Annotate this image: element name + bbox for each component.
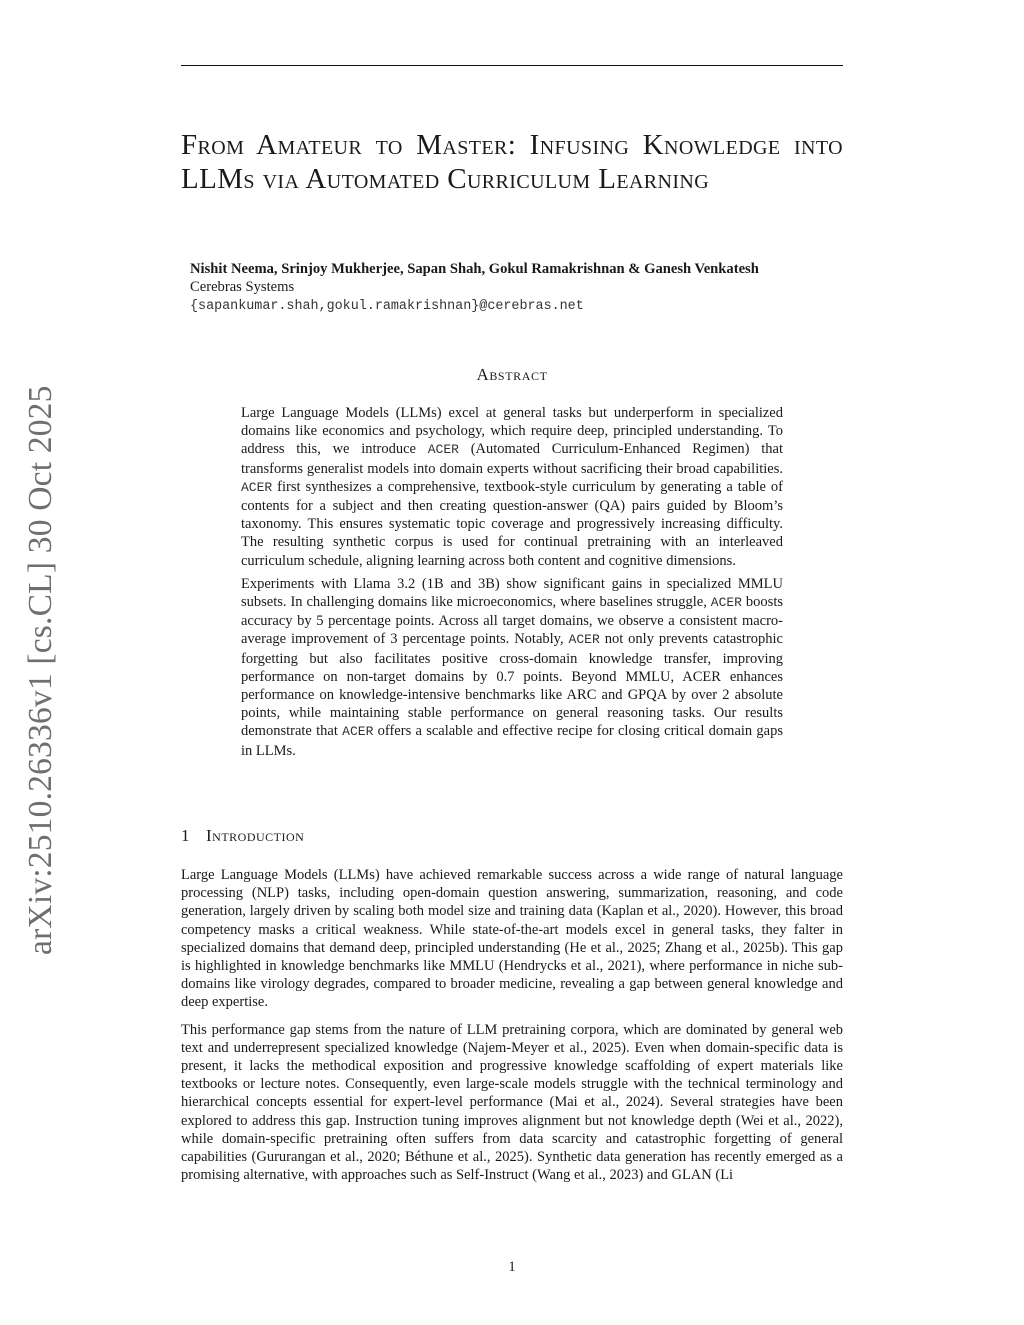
arxiv-sidebar-stamp: arXiv:2510.26336v1 [cs.CL] 30 Oct 2025 (22, 385, 59, 955)
intro-paragraph-2: This performance gap stems from the nature of LLM pretraining corpora, which are dominated by general web text and underrepresent specialized knowledge (Najem-Meyer et al., 2025). Even when domain-specific data is present, it lacks the methodical exposition and progressive knowledge scaffolding of expert materials like textbooks or lecture notes. Consequently, even large-scale models struggle with the technical terminology and hierarchical concepts essential for expert-level performance (Mai et al., 2024). Several strategies have been explored to address this gap. Instruction tuning improves alignment but not knowledge depth (Wei et al., 2022), while domain-specific pretraining often suffers from data scarcity and catastrophic forgetting of general capabilities (Gururangan et al., 2020; Béthune et al., 2025). Synthetic data generation has recently emerged as a promising alternative, with approaches such as Self-Instruct (Wang et al., 2023) and GLAN (Li (181, 1021, 843, 1184)
text-run: Experiments with Llama 3.2 (1B and 3B) show significant gains in specialized MMLU subsets. In challenging domains like microeconomics, where baselines struggle, (241, 575, 783, 611)
intro-paragraph-1: Large Language Models (LLMs) have achieved remarkable success across a wide range of natural language processing (NLP) tasks, including open-domain question answering, summarization, reasoning, and code generation, largely driven by scaling both model size and training data (Kaplan et al., 2020). However, this broad competency masks a critical weakness. While state-of-the-art models excel in general tasks, they falter in specialized domains that demand deep, principled understanding (He et al., 2025; Zhang et al., 2025b). This gap is highlighted in knowledge benchmarks like MMLU (Hendrycks et al., 2021), where performance in niche sub-domains like virology degrades, compared to broader medicine, revealing a gap between general knowledge and deep expertise. (181, 867, 843, 1011)
header-rule (181, 65, 843, 66)
acer-term: ACER (568, 632, 600, 648)
affiliation: Cerebras Systems (190, 279, 295, 295)
section-number: 1 (181, 826, 190, 845)
abstract-paragraph-2 (241, 575, 783, 760)
text-run: not only prevents catastrophic forgetting but also facilitates positive cross-domain knowledge transfer, improving performance on non-target domains by 0.7 points. Beyond MMLU, ACER enhances performance on knowledge-intensive benchmarks like ARC and GPQA by over 2 absolute points, while maintaining stable performance on general reasoning tasks. Our results demonstrate that (241, 631, 783, 740)
acer-term: ACER (710, 595, 742, 611)
section-title: Introduction (206, 826, 305, 845)
text-run: boosts accuracy by 5 percentage points. Across all target domains, we observe a consistent macro-average improvement of 3 percentage points. Notably, (241, 594, 783, 648)
acer-term: ACER (427, 442, 459, 458)
paper-title: From Amateur to Master: Infusing Knowledge into LLMs via Automated Curriculum Learning (181, 129, 843, 195)
acer-term: ACER (241, 479, 273, 495)
text-run: offers a scalable and effective recipe for closing critical domain gaps in LLMs. (241, 723, 784, 759)
page-number: 1 (508, 1259, 516, 1275)
author-list: Nishit Neema, Srinjoy Mukherjee, Sapan Shah, Gokul Ramakrishnan & Ganesh Venkatesh (190, 261, 759, 277)
author-email: {sapankumar.shah,gokul.ramakrishnan}@cerebras.net (190, 299, 584, 314)
text-run: Large Language Models (LLMs) excel at general tasks but underperform in specialized domains like economics and psychology, which require deep, principled understanding. To address this, we introduce (241, 405, 783, 458)
text-run: first synthesizes a comprehensive, textbook-style curriculum by generating a table of contents for a subject and then creating question-answer (QA) pairs guided by Bloom’s taxonomy. This ensures systematic topic coverage and progressively increasing difficulty. The resulting synthetic corpus is used for continual pretraining with an interleaved curriculum schedule, aligning learning across both content and cognitive dimensions. (241, 478, 783, 569)
text-run: (Automated Curriculum-Enhanced Regimen) that transforms generalist models into domain experts without sacrificing their broad capabilities. (241, 441, 783, 477)
acer-term: ACER (342, 724, 374, 740)
abstract-paragraph-1 (241, 404, 783, 570)
section-heading (181, 826, 304, 846)
abstract-body (241, 404, 783, 765)
introduction-body (181, 866, 843, 1193)
abstract-heading: Abstract (476, 365, 548, 384)
